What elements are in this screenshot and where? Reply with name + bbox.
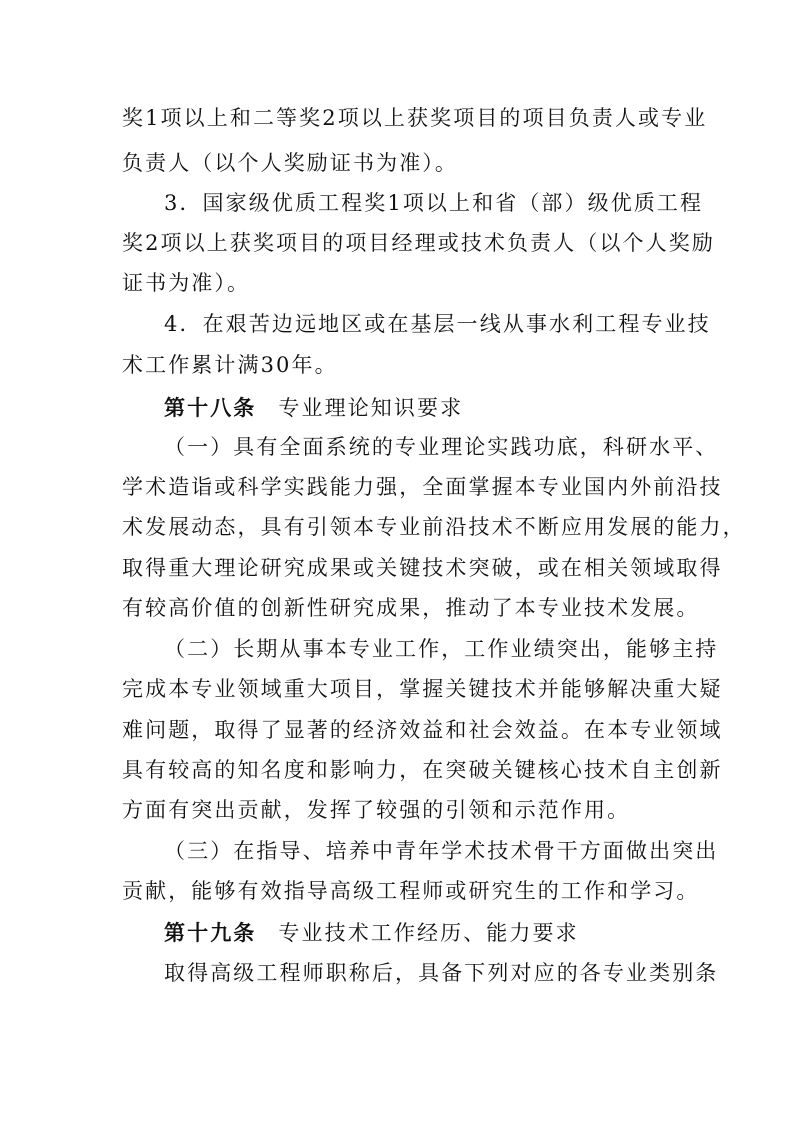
body-line: 证书为准）。 (122, 271, 251, 295)
body-line: 术发展动态，具有引领本专业前沿技术不断应用发展的能力， (122, 515, 746, 539)
paragraph-line: （一）具有全面系统的专业理论实践功底，科研水平、 (164, 435, 719, 459)
article-number: 第十八条 (164, 395, 257, 420)
article-heading-19 (164, 918, 579, 948)
article-heading-18 (164, 393, 463, 423)
body-line: 术工作累计满30年。 (122, 353, 338, 377)
body-line: 负责人（以个人奖励证书为准）。 (122, 151, 458, 175)
body-line: 取得重大理论研究成果或关键技术突破，或在相关领域取得 (122, 556, 723, 580)
paragraph-line: 取得高级工程师职称后，具备下列对应的各专业类别条 (164, 961, 719, 985)
article-number: 第十九条 (164, 920, 257, 945)
body-line: 奖2项以上获奖项目的项目经理或技术负责人（以个人奖励 (122, 231, 715, 255)
paragraph-line: （三）在指导、培养中青年学术技术骨干方面做出突出 (164, 839, 719, 863)
body-line: 方面有突出贡献，发挥了较强的引领和示范作用。 (122, 798, 631, 822)
body-line: 具有较高的知名度和影响力，在突破关键核心技术自主创新 (122, 758, 723, 782)
body-line: 难问题，取得了显著的经济效益和社会效益。在本专业领域 (122, 718, 723, 742)
list-item-3: 3．国家级优质工程奖1项以上和省（部）级优质工程 (164, 191, 704, 215)
article-title: 专业理论知识要求 (278, 396, 464, 420)
body-line: 完成本专业领域重大项目，掌握关键技术并能够解决重大疑 (122, 677, 723, 701)
body-line: 学术造诣或科学实践能力强，全面掌握本专业国内外前沿技 (122, 475, 723, 499)
body-line: 奖1项以上和二等奖2项以上获奖项目的项目负责人或专业 (122, 106, 708, 130)
article-title: 专业技术工作经历、能力要求 (278, 921, 579, 945)
paragraph-line: （二）长期从事本专业工作，工作业绩突出，能够主持 (164, 637, 719, 661)
body-line: 贡献，能够有效指导高级工程师或研究生的工作和学习。 (122, 879, 700, 903)
list-item-4: 4．在艰苦边远地区或在基层一线从事水利工程专业技 (164, 312, 711, 336)
body-line: 有较高价值的创新性研究成果，推动了本专业技术发展。 (122, 596, 700, 620)
